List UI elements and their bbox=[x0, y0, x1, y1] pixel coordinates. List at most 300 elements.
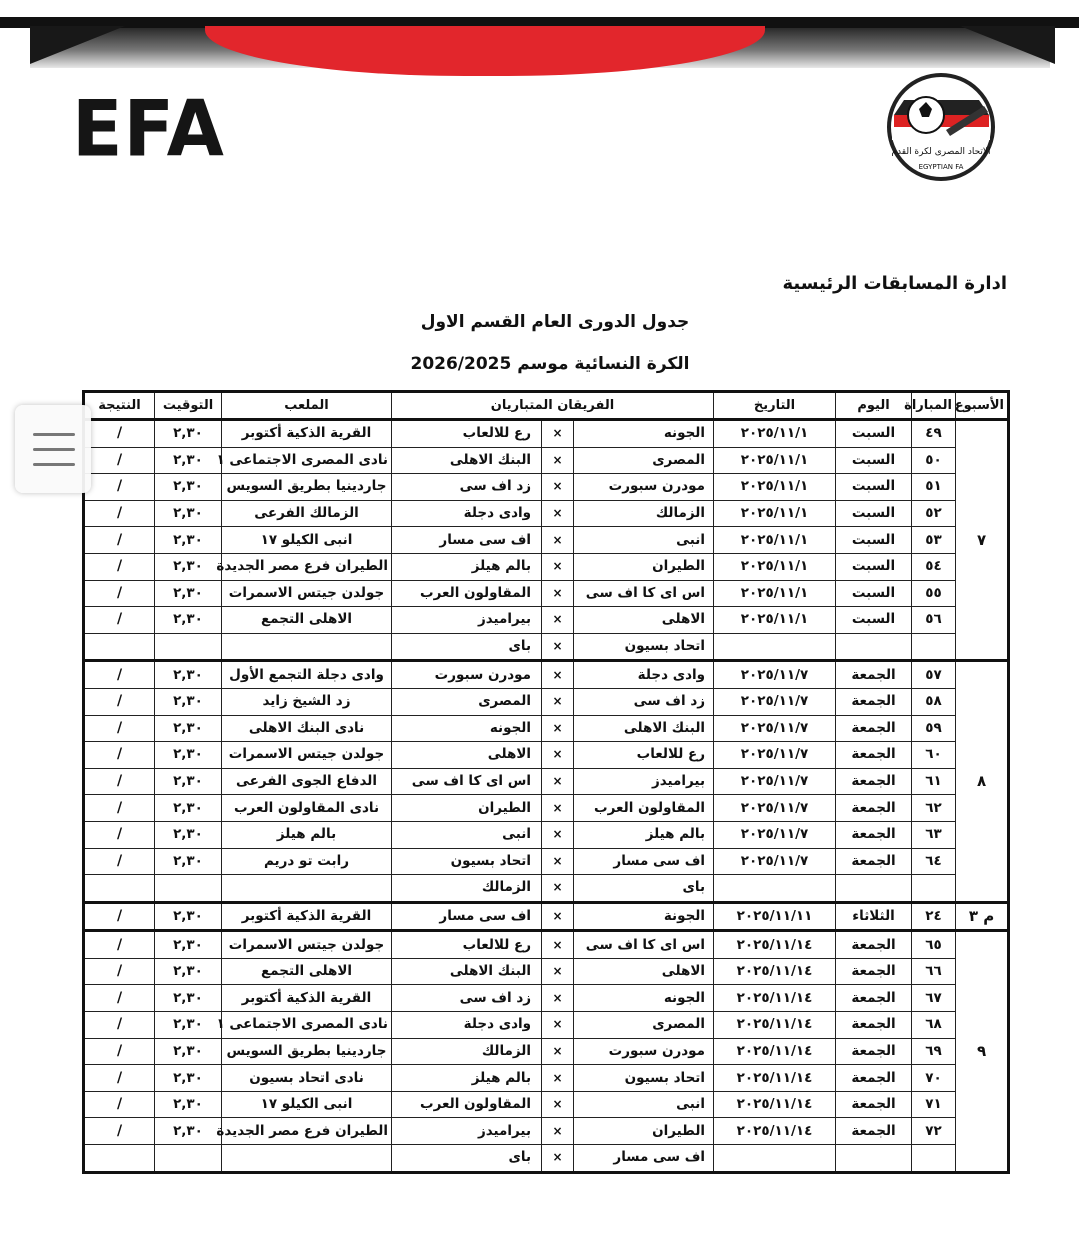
result-cell bbox=[84, 875, 155, 903]
day-cell bbox=[836, 633, 912, 661]
time-cell: ٢,٣٠ bbox=[155, 742, 222, 769]
away-team-cell: الزمالك bbox=[392, 875, 542, 903]
efa-logo: EFA bbox=[72, 83, 225, 175]
stadium-cell: الدفاع الجوى الفرعى bbox=[222, 768, 392, 795]
result-cell: / bbox=[84, 848, 155, 875]
day-cell: السبت bbox=[836, 527, 912, 554]
day-cell: الجمعة bbox=[836, 715, 912, 742]
table-row bbox=[84, 1145, 1009, 1173]
day-cell: الجمعة bbox=[836, 1091, 912, 1118]
time-cell: ٢,٣٠ bbox=[155, 607, 222, 634]
week-cell: ٩ bbox=[956, 931, 1009, 1172]
versus-cell: × bbox=[542, 768, 574, 795]
table-row bbox=[84, 500, 1009, 527]
week-cell: م ٣ bbox=[956, 902, 1009, 931]
away-team-cell: الجونه bbox=[392, 715, 542, 742]
away-team-cell: البنك الاهلى bbox=[392, 958, 542, 985]
col-header-match: المباراة bbox=[912, 392, 956, 420]
stadium-cell: القرية الذكية أكتوبر bbox=[222, 902, 392, 931]
stadium-cell: انبى الكيلو ١٧ bbox=[222, 1091, 392, 1118]
versus-cell: × bbox=[542, 715, 574, 742]
table-row bbox=[84, 633, 1009, 661]
table-row bbox=[84, 607, 1009, 634]
day-cell: الجمعة bbox=[836, 742, 912, 769]
col-header-time: التوقيت bbox=[155, 392, 222, 420]
match-number-cell: ٥٥ bbox=[912, 580, 956, 607]
stadium-cell: جاردينيا بطريق السويس bbox=[222, 1038, 392, 1065]
match-number-cell: ٤٩ bbox=[912, 420, 956, 448]
day-cell: الجمعة bbox=[836, 795, 912, 822]
stadium-cell: الطيران فرع مصر الجديدة bbox=[222, 553, 392, 580]
result-cell: / bbox=[84, 527, 155, 554]
date-cell: ٢٠٢٥/١١/١ bbox=[714, 500, 836, 527]
away-team-cell: بالم هيلز bbox=[392, 1065, 542, 1092]
time-cell: ٢,٣٠ bbox=[155, 795, 222, 822]
stadium-cell: جولدن جيتس الاسمرات bbox=[222, 931, 392, 959]
home-team-cell: الطيران bbox=[574, 1118, 714, 1145]
day-cell: الجمعة bbox=[836, 1012, 912, 1039]
versus-cell: × bbox=[542, 580, 574, 607]
date-cell: ٢٠٢٥/١١/١ bbox=[714, 527, 836, 554]
date-cell: ٢٠٢٥/١١/١ bbox=[714, 474, 836, 501]
home-team-cell: الطيران bbox=[574, 553, 714, 580]
table-row bbox=[84, 768, 1009, 795]
stadium-cell: بالم هيلز bbox=[222, 821, 392, 848]
table-row bbox=[84, 985, 1009, 1012]
home-team-cell: المصرى bbox=[574, 447, 714, 474]
versus-cell: × bbox=[542, 821, 574, 848]
day-cell: السبت bbox=[836, 500, 912, 527]
away-team-cell: البنك الاهلى bbox=[392, 447, 542, 474]
page-title: جدول الدورى العام القسم الاول bbox=[420, 312, 690, 332]
home-team-cell: اف سى مسار bbox=[574, 848, 714, 875]
home-team-cell: باى bbox=[574, 875, 714, 903]
versus-cell: × bbox=[542, 607, 574, 634]
federation-seal-logo bbox=[884, 70, 999, 185]
table-row bbox=[84, 795, 1009, 822]
time-cell: ٢,٣٠ bbox=[155, 553, 222, 580]
result-cell: / bbox=[84, 985, 155, 1012]
away-team-cell: المصرى bbox=[392, 688, 542, 715]
time-cell: ٢,٣٠ bbox=[155, 1012, 222, 1039]
day-cell: الجمعة bbox=[836, 1118, 912, 1145]
versus-cell: × bbox=[542, 633, 574, 661]
home-team-cell: وادى دجلة bbox=[574, 661, 714, 689]
home-team-cell: اف سى مسار bbox=[574, 1145, 714, 1173]
versus-cell: × bbox=[542, 958, 574, 985]
match-number-cell: ٥٣ bbox=[912, 527, 956, 554]
match-number-cell: ٦١ bbox=[912, 768, 956, 795]
day-cell: السبت bbox=[836, 420, 912, 448]
home-team-cell: زد اف سى bbox=[574, 688, 714, 715]
time-cell: ٢,٣٠ bbox=[155, 661, 222, 689]
versus-cell: × bbox=[542, 931, 574, 959]
match-number-cell: ٦٧ bbox=[912, 985, 956, 1012]
home-team-cell: بيراميدز bbox=[574, 768, 714, 795]
table-row bbox=[84, 958, 1009, 985]
stadium-cell: انبى الكيلو ١٧ bbox=[222, 527, 392, 554]
away-team-cell: رع للالعاب bbox=[392, 931, 542, 959]
stadium-cell: جولدن جيتس الاسمرات bbox=[222, 742, 392, 769]
time-cell: ٢,٣٠ bbox=[155, 1091, 222, 1118]
time-cell: ٢,٣٠ bbox=[155, 420, 222, 448]
match-number-cell: ٥٧ bbox=[912, 661, 956, 689]
result-cell: / bbox=[84, 795, 155, 822]
seal-english-text: EGYPTIAN FA bbox=[918, 163, 964, 171]
day-cell bbox=[836, 1145, 912, 1173]
result-cell: / bbox=[84, 1091, 155, 1118]
time-cell: ٢,٣٠ bbox=[155, 1065, 222, 1092]
time-cell bbox=[155, 1145, 222, 1173]
versus-cell: × bbox=[542, 848, 574, 875]
match-number-cell: ٧٢ bbox=[912, 1118, 956, 1145]
table-header-row bbox=[84, 392, 1009, 420]
time-cell: ٢,٣٠ bbox=[155, 527, 222, 554]
stadium-cell: القرية الذكية أكتوبر bbox=[222, 420, 392, 448]
result-cell bbox=[84, 633, 155, 661]
stadium-cell: الاهلى التجمع bbox=[222, 607, 392, 634]
table-row bbox=[84, 420, 1009, 448]
day-cell: السبت bbox=[836, 580, 912, 607]
week-cell: ٨ bbox=[956, 661, 1009, 902]
table-row bbox=[84, 1065, 1009, 1092]
col-header-day: اليوم bbox=[836, 392, 912, 420]
table-row bbox=[84, 1118, 1009, 1145]
day-cell: الثلاثاء bbox=[836, 902, 912, 931]
result-cell: / bbox=[84, 447, 155, 474]
day-cell: الجمعة bbox=[836, 661, 912, 689]
day-cell: الجمعة bbox=[836, 848, 912, 875]
stadium-cell: الطيران فرع مصر الجديدة bbox=[222, 1118, 392, 1145]
away-team-cell: المقاولون العرب bbox=[392, 580, 542, 607]
match-number-cell: ٧٠ bbox=[912, 1065, 956, 1092]
result-cell: / bbox=[84, 821, 155, 848]
away-team-cell: اس اى كا اف سى bbox=[392, 768, 542, 795]
stadium-cell: القرية الذكية أكتوبر bbox=[222, 985, 392, 1012]
match-number-cell: ٥٦ bbox=[912, 607, 956, 634]
home-team-cell: البنك الاهلى bbox=[574, 715, 714, 742]
stadium-cell: نادى المصرى الاجتماعى ١ bbox=[222, 1012, 392, 1039]
time-cell: ٢,٣٠ bbox=[155, 985, 222, 1012]
date-cell: ٢٠٢٥/١١/٧ bbox=[714, 848, 836, 875]
match-number-cell: ٦٨ bbox=[912, 1012, 956, 1039]
versus-cell: × bbox=[542, 1065, 574, 1092]
result-cell: / bbox=[84, 474, 155, 501]
versus-cell: × bbox=[542, 1012, 574, 1039]
date-cell: ٢٠٢٥/١١/١ bbox=[714, 553, 836, 580]
home-team-cell: مودرن سبورت bbox=[574, 1038, 714, 1065]
table-row bbox=[84, 931, 1009, 959]
versus-cell: × bbox=[542, 1091, 574, 1118]
match-number-cell: ٦٢ bbox=[912, 795, 956, 822]
versus-cell: × bbox=[542, 742, 574, 769]
away-team-cell: اف سى مسار bbox=[392, 527, 542, 554]
result-cell: / bbox=[84, 1118, 155, 1145]
table-row bbox=[84, 1091, 1009, 1118]
date-cell bbox=[714, 1145, 836, 1173]
day-cell bbox=[836, 875, 912, 903]
table-row bbox=[84, 527, 1009, 554]
match-number-cell: ٦٥ bbox=[912, 931, 956, 959]
time-cell: ٢,٣٠ bbox=[155, 1038, 222, 1065]
away-team-cell: انبى bbox=[392, 821, 542, 848]
day-cell: الجمعة bbox=[836, 1065, 912, 1092]
home-team-cell: المقاولون العرب bbox=[574, 795, 714, 822]
result-cell: / bbox=[84, 553, 155, 580]
result-cell: / bbox=[84, 580, 155, 607]
day-cell: الجمعة bbox=[836, 985, 912, 1012]
result-cell: / bbox=[84, 661, 155, 689]
match-number-cell: ٦٦ bbox=[912, 958, 956, 985]
time-cell bbox=[155, 875, 222, 903]
date-cell: ٢٠٢٥/١١/١ bbox=[714, 420, 836, 448]
versus-cell: × bbox=[542, 688, 574, 715]
day-cell: الجمعة bbox=[836, 958, 912, 985]
day-cell: السبت bbox=[836, 553, 912, 580]
day-cell: السبت bbox=[836, 607, 912, 634]
col-header-week: الأسبوع bbox=[956, 392, 1009, 420]
stadium-cell bbox=[222, 875, 392, 903]
col-header-date: التاريخ bbox=[714, 392, 836, 420]
home-team-cell: انبى bbox=[574, 527, 714, 554]
schedule-table bbox=[82, 390, 1010, 1174]
week-cell: ٧ bbox=[956, 420, 1009, 661]
versus-cell: × bbox=[542, 661, 574, 689]
versus-cell: × bbox=[542, 474, 574, 501]
stadium-cell: نادى المصرى الاجتماعى ١ bbox=[222, 447, 392, 474]
date-cell: ٢٠٢٥/١١/٧ bbox=[714, 821, 836, 848]
result-cell: / bbox=[84, 931, 155, 959]
date-cell: ٢٠٢٥/١١/١٤ bbox=[714, 1012, 836, 1039]
home-team-cell: اس اى كا اف سى bbox=[574, 931, 714, 959]
day-cell: الجمعة bbox=[836, 931, 912, 959]
home-team-cell: الجونه bbox=[574, 420, 714, 448]
versus-cell: × bbox=[542, 795, 574, 822]
versus-cell: × bbox=[542, 875, 574, 903]
home-team-cell: بالم هيلز bbox=[574, 821, 714, 848]
col-header-teams: الفريقان المتباريان bbox=[392, 392, 714, 420]
away-team-cell: الطيران bbox=[392, 795, 542, 822]
versus-cell: × bbox=[542, 1038, 574, 1065]
table-row bbox=[84, 875, 1009, 903]
time-cell: ٢,٣٠ bbox=[155, 1118, 222, 1145]
match-number-cell: ٧١ bbox=[912, 1091, 956, 1118]
result-cell: / bbox=[84, 742, 155, 769]
day-cell: السبت bbox=[836, 474, 912, 501]
stadium-cell: نادى المقاولون العرب bbox=[222, 795, 392, 822]
versus-cell: × bbox=[542, 447, 574, 474]
date-cell: ٢٠٢٥/١١/١٤ bbox=[714, 1065, 836, 1092]
date-cell: ٢٠٢٥/١١/٧ bbox=[714, 768, 836, 795]
result-cell: / bbox=[84, 902, 155, 931]
home-team-cell: الاهلى bbox=[574, 958, 714, 985]
match-number-cell: ٦٩ bbox=[912, 1038, 956, 1065]
home-team-cell: انبى bbox=[574, 1091, 714, 1118]
date-cell: ٢٠٢٥/١١/١ bbox=[714, 607, 836, 634]
table-row bbox=[84, 821, 1009, 848]
away-team-cell: بالم هيلز bbox=[392, 553, 542, 580]
home-team-cell: اتحاد بسيون bbox=[574, 1065, 714, 1092]
day-cell: الجمعة bbox=[836, 821, 912, 848]
date-cell: ٢٠٢٥/١١/٧ bbox=[714, 688, 836, 715]
date-cell: ٢٠٢٥/١١/١٤ bbox=[714, 1091, 836, 1118]
day-cell: الجمعة bbox=[836, 688, 912, 715]
result-cell: / bbox=[84, 768, 155, 795]
day-cell: الجمعة bbox=[836, 1038, 912, 1065]
result-cell: / bbox=[84, 1038, 155, 1065]
time-cell: ٢,٣٠ bbox=[155, 447, 222, 474]
match-number-cell: ٥٨ bbox=[912, 688, 956, 715]
table-row bbox=[84, 661, 1009, 689]
date-cell: ٢٠٢٥/١١/٧ bbox=[714, 661, 836, 689]
stadium-cell: زد الشيخ زايد bbox=[222, 688, 392, 715]
home-team-cell: الزمالك bbox=[574, 500, 714, 527]
away-team-cell: بيراميدز bbox=[392, 607, 542, 634]
date-cell: ٢٠٢٥/١١/١٤ bbox=[714, 958, 836, 985]
day-cell: الجمعة bbox=[836, 768, 912, 795]
date-cell: ٢٠٢٥/١١/٧ bbox=[714, 742, 836, 769]
match-number-cell: ٦٣ bbox=[912, 821, 956, 848]
date-cell bbox=[714, 875, 836, 903]
home-team-cell: رع للالعاب bbox=[574, 742, 714, 769]
versus-cell: × bbox=[542, 1145, 574, 1173]
time-cell: ٢,٣٠ bbox=[155, 931, 222, 959]
stadium-cell bbox=[222, 1145, 392, 1173]
time-cell: ٢,٣٠ bbox=[155, 688, 222, 715]
day-cell: السبت bbox=[836, 447, 912, 474]
versus-cell: × bbox=[542, 902, 574, 931]
table-row bbox=[84, 580, 1009, 607]
page-subtitle: الكرة النسائية موسم 2026/2025 bbox=[410, 354, 690, 374]
match-number-cell: ٦٠ bbox=[912, 742, 956, 769]
time-cell: ٢,٣٠ bbox=[155, 848, 222, 875]
result-cell: / bbox=[84, 1065, 155, 1092]
away-team-cell: الزمالك bbox=[392, 1038, 542, 1065]
result-cell: / bbox=[84, 607, 155, 634]
table-row bbox=[84, 902, 1009, 931]
result-cell: / bbox=[84, 1012, 155, 1039]
time-cell: ٢,٣٠ bbox=[155, 902, 222, 931]
time-cell bbox=[155, 633, 222, 661]
table-row bbox=[84, 848, 1009, 875]
away-team-cell: باى bbox=[392, 633, 542, 661]
home-team-cell: اس اى كا اف سى bbox=[574, 580, 714, 607]
away-team-cell: مودرن سبورت bbox=[392, 661, 542, 689]
result-cell: / bbox=[84, 500, 155, 527]
table-row bbox=[84, 715, 1009, 742]
match-number-cell bbox=[912, 633, 956, 661]
time-cell: ٢,٣٠ bbox=[155, 580, 222, 607]
away-team-cell: بيراميدز bbox=[392, 1118, 542, 1145]
away-team-cell: الاهلى bbox=[392, 742, 542, 769]
table-row bbox=[84, 742, 1009, 769]
stadium-cell: الاهلى التجمع bbox=[222, 958, 392, 985]
versus-cell: × bbox=[542, 527, 574, 554]
time-cell: ٢,٣٠ bbox=[155, 715, 222, 742]
table-row bbox=[84, 1038, 1009, 1065]
result-cell: / bbox=[84, 420, 155, 448]
date-cell: ٢٠٢٥/١١/١٤ bbox=[714, 985, 836, 1012]
letterhead-right-wedge bbox=[960, 26, 1055, 64]
stadium-cell: نادى البنك الاهلى bbox=[222, 715, 392, 742]
date-cell: ٢٠٢٥/١١/١٤ bbox=[714, 931, 836, 959]
time-cell: ٢,٣٠ bbox=[155, 958, 222, 985]
stadium-cell: جولدن جيتس الاسمرات bbox=[222, 580, 392, 607]
date-cell: ٢٠٢٥/١١/٧ bbox=[714, 795, 836, 822]
match-number-cell: ٥١ bbox=[912, 474, 956, 501]
table-row bbox=[84, 553, 1009, 580]
date-cell bbox=[714, 633, 836, 661]
table-row bbox=[84, 447, 1009, 474]
date-cell: ٢٠٢٥/١١/٧ bbox=[714, 715, 836, 742]
floating-menu-button[interactable] bbox=[15, 405, 91, 493]
result-cell: / bbox=[84, 715, 155, 742]
time-cell: ٢,٣٠ bbox=[155, 474, 222, 501]
away-team-cell: المقاولون العرب bbox=[392, 1091, 542, 1118]
match-number-cell: ٥٩ bbox=[912, 715, 956, 742]
away-team-cell: وادى دجلة bbox=[392, 500, 542, 527]
date-cell: ٢٠٢٥/١١/١١ bbox=[714, 902, 836, 931]
stadium-cell: وادى دجلة التجمع الأول bbox=[222, 661, 392, 689]
home-team-cell: المصرى bbox=[574, 1012, 714, 1039]
away-team-cell: اف سى مسار bbox=[392, 902, 542, 931]
away-team-cell: زد اف سى bbox=[392, 474, 542, 501]
match-number-cell: ٥٤ bbox=[912, 553, 956, 580]
stadium-cell: رابت تو دريم bbox=[222, 848, 392, 875]
home-team-cell: اتحاد بسيون bbox=[574, 633, 714, 661]
versus-cell: × bbox=[542, 1118, 574, 1145]
stadium-cell: نادى اتحاد بسيون bbox=[222, 1065, 392, 1092]
match-number-cell: ٦٤ bbox=[912, 848, 956, 875]
away-team-cell: باى bbox=[392, 1145, 542, 1173]
result-cell bbox=[84, 1145, 155, 1173]
time-cell: ٢,٣٠ bbox=[155, 500, 222, 527]
result-cell: / bbox=[84, 688, 155, 715]
table-row bbox=[84, 474, 1009, 501]
date-cell: ٢٠٢٥/١١/١ bbox=[714, 580, 836, 607]
versus-cell: × bbox=[542, 420, 574, 448]
schedule-body bbox=[84, 420, 1009, 1173]
versus-cell: × bbox=[542, 553, 574, 580]
col-header-result: النتيجة bbox=[84, 392, 155, 420]
away-team-cell: زد اف سى bbox=[392, 985, 542, 1012]
col-header-stadium: الملعب bbox=[222, 392, 392, 420]
away-team-cell: وادى دجلة bbox=[392, 1012, 542, 1039]
seal-arabic-text: الاتحاد المصرى لكرة القدم bbox=[891, 147, 991, 157]
versus-cell: × bbox=[542, 985, 574, 1012]
match-number-cell bbox=[912, 1145, 956, 1173]
date-cell: ٢٠٢٥/١١/١ bbox=[714, 447, 836, 474]
letterhead-red-arc bbox=[205, 26, 765, 76]
match-number-cell: ٢٤ bbox=[912, 902, 956, 931]
date-cell: ٢٠٢٥/١١/١٤ bbox=[714, 1038, 836, 1065]
away-team-cell: رع للالعاب bbox=[392, 420, 542, 448]
letterhead-left-wedge bbox=[30, 26, 125, 64]
time-cell: ٢,٣٠ bbox=[155, 768, 222, 795]
away-team-cell: اتحاد بسيون bbox=[392, 848, 542, 875]
match-number-cell: ٥٢ bbox=[912, 500, 956, 527]
stadium-cell bbox=[222, 633, 392, 661]
time-cell: ٢,٣٠ bbox=[155, 821, 222, 848]
department-heading: ادارة المسابقات الرئيسية bbox=[782, 273, 1007, 294]
stadium-cell: الزمالك الفرعى bbox=[222, 500, 392, 527]
home-team-cell: الجونة bbox=[574, 902, 714, 931]
table-row bbox=[84, 688, 1009, 715]
versus-cell: × bbox=[542, 500, 574, 527]
match-number-cell bbox=[912, 875, 956, 903]
table-row bbox=[84, 1012, 1009, 1039]
home-team-cell: الاهلى bbox=[574, 607, 714, 634]
